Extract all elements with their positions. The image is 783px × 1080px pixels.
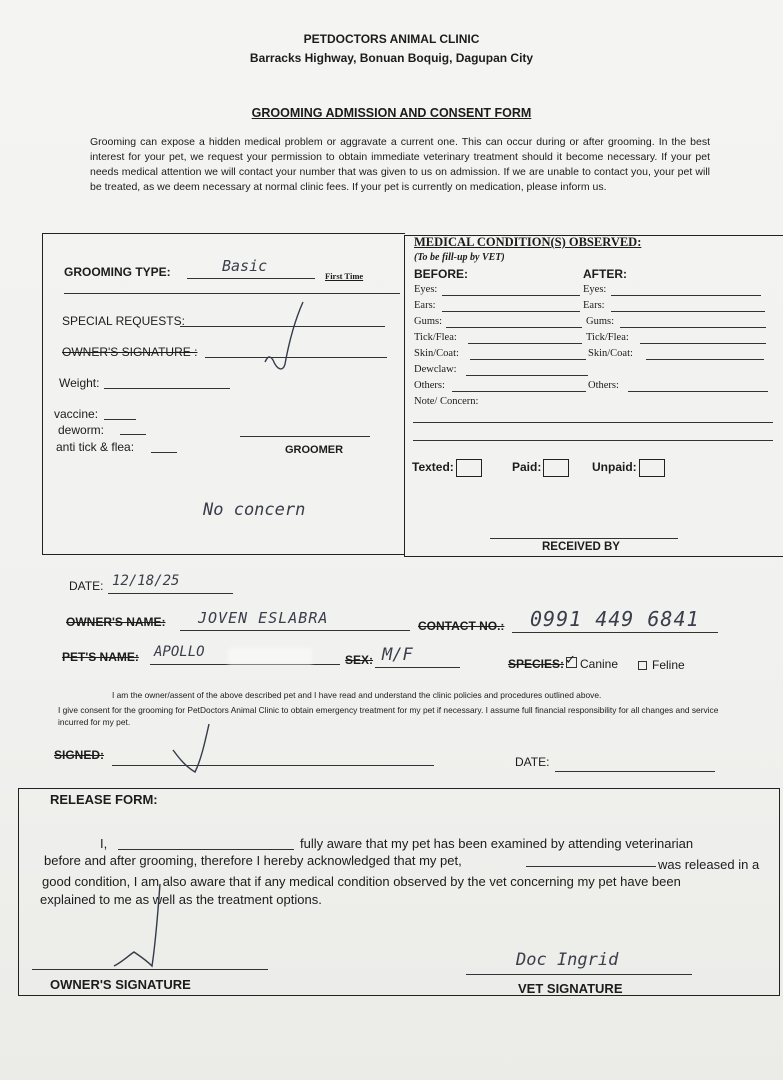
- date-line[interactable]: [108, 593, 233, 594]
- release-vet-sig-label: VET SIGNATURE: [518, 981, 623, 996]
- release-owner-line[interactable]: [118, 849, 294, 850]
- vet-signature-line[interactable]: [466, 974, 692, 975]
- note-line-2[interactable]: [413, 440, 773, 441]
- first-time-label: First Time: [325, 271, 364, 281]
- release-owner-signature-mark: [100, 880, 170, 975]
- signed-line[interactable]: [112, 765, 434, 766]
- unpaid-checkbox[interactable]: [592, 459, 665, 477]
- release-text-1: fully aware that my pet has been examined by attending veterinarian: [300, 836, 694, 851]
- paid-box[interactable]: [543, 459, 569, 477]
- canine-option[interactable]: [565, 652, 619, 671]
- vaccine-line[interactable]: [104, 419, 136, 420]
- clinic-name: PETDOCTORS ANIMAL CLINIC: [303, 32, 480, 46]
- release-title: RELEASE FORM:: [50, 792, 158, 807]
- release-owner-sig-label: OWNER'S SIGNATURE: [50, 977, 191, 992]
- owner-signature-line-release[interactable]: [32, 969, 268, 970]
- clinic-address: Barracks Highway, Bonuan Boquig, Dagupan City: [249, 51, 534, 65]
- anti-tick-label: anti tick & flea:: [56, 440, 135, 454]
- signed-label: SIGNED:: [54, 748, 105, 762]
- before-ears: Ears:: [414, 300, 436, 311]
- medical-title: MEDICAL CONDITION(S) OBSERVED:: [414, 235, 642, 249]
- after-skin-line[interactable]: [646, 359, 764, 360]
- consent-line-2: I give consent for the grooming for PetDoctors Animal Clinic to obtain emergency treatment for my pet if necessary. I assume full financial responsibility for all changes and service incurred for my pet.: [58, 705, 719, 727]
- feline-checkbox[interactable]: [638, 661, 647, 670]
- note-line-1[interactable]: [413, 422, 773, 423]
- vaccine-label: vaccine:: [54, 407, 99, 421]
- before-ears-line[interactable]: [442, 311, 580, 312]
- anti-tick-line[interactable]: [151, 452, 177, 453]
- after-skin: Skin/Coat:: [588, 348, 633, 359]
- release-i: I,: [100, 836, 108, 851]
- after-ears-line[interactable]: [611, 311, 765, 312]
- after-eyes-line[interactable]: [611, 295, 761, 296]
- before-skin: Skin/Coat:: [414, 348, 459, 359]
- after-label: AFTER:: [583, 267, 627, 281]
- before-label: BEFORE:: [414, 267, 468, 281]
- paid-checkbox[interactable]: [512, 459, 569, 477]
- sex-line[interactable]: [375, 667, 460, 668]
- after-gums: Gums:: [586, 316, 615, 327]
- release-pet-line[interactable]: [526, 866, 656, 867]
- feline-label: Feline: [652, 658, 685, 672]
- before-tick: Tick/Flea:: [414, 332, 457, 343]
- received-by-line[interactable]: [490, 538, 678, 539]
- before-dewclaw: Dewclaw:: [414, 364, 457, 375]
- after-others: Others:: [588, 380, 619, 391]
- after-others-line[interactable]: [628, 391, 768, 392]
- received-by-label: RECEIVED BY: [542, 541, 620, 553]
- date2-line[interactable]: [555, 771, 715, 772]
- before-skin-line[interactable]: [470, 359, 586, 360]
- contact-value[interactable]: 0991 449 6841: [530, 607, 700, 631]
- unpaid-box[interactable]: [639, 459, 665, 477]
- pet-name-label: PET'S NAME:: [62, 650, 139, 664]
- note-concern-label: Note/ Concern:: [414, 396, 479, 407]
- vet-signature-value: Doc Ingrid: [516, 950, 619, 970]
- after-tick-line[interactable]: [640, 343, 766, 344]
- after-gums-line[interactable]: [620, 327, 766, 328]
- owner-name-line[interactable]: [180, 630, 410, 631]
- grooming-type-line: [187, 278, 315, 279]
- unpaid-label: Unpaid:: [592, 460, 637, 475]
- before-gums-line[interactable]: [446, 327, 582, 328]
- deworm-line[interactable]: [120, 434, 146, 435]
- before-others: Others:: [414, 380, 445, 391]
- pet-name-value[interactable]: APOLLO: [154, 644, 205, 660]
- release-text-2a: before and after grooming, therefore I hereby acknowledged that my pet,: [44, 853, 462, 868]
- sex-value[interactable]: M/F: [382, 645, 413, 665]
- contact-label: CONTACT NO.:: [418, 619, 505, 633]
- form-title: GROOMING ADMISSION AND CONSENT FORM: [251, 106, 532, 120]
- consent-line-1: I am the owner/assent of the above described pet and I have read and understand the clinic policies and procedures outlined above.: [112, 690, 602, 700]
- special-requests-label: SPECIAL REQUESTS:: [62, 314, 185, 328]
- release-text-4: explained to me as well as the treatment options.: [40, 892, 322, 907]
- canine-label: Canine: [580, 657, 619, 671]
- owner-name-value[interactable]: JOVEN ESLABRA: [198, 609, 329, 627]
- weight-line[interactable]: [104, 388, 230, 389]
- groomer-line[interactable]: [240, 436, 370, 437]
- pet-name-line[interactable]: [150, 664, 340, 665]
- intro-paragraph: Grooming can expose a hidden medical problem or aggravate a current one. This can occur during or after grooming. In the best interest for your pet, we request your permission to obtain immediate veterinary treatment should it become necessary. If your pet needs medical attention we will contact your number that was given to us on admission. If we are unable to contact you, your pet will be treated, as we deem necessary at normal clinic fees. If your pet is currently on medication, please inform us.: [90, 136, 710, 193]
- texted-checkbox[interactable]: [412, 459, 482, 477]
- owner-signature-mark-1: [255, 298, 315, 376]
- texted-box[interactable]: [456, 459, 482, 477]
- weight-label: Weight:: [59, 376, 100, 390]
- before-eyes-line[interactable]: [442, 295, 580, 296]
- texted-label: Texted:: [412, 460, 454, 475]
- contact-line[interactable]: [512, 632, 718, 633]
- release-text-2b: was released in a: [658, 857, 760, 872]
- owner-signature-label: OWNER'S SIGNATURE :: [62, 345, 198, 359]
- sex-label: SEX:: [345, 653, 374, 667]
- feline-option[interactable]: [638, 658, 685, 672]
- before-tick-line[interactable]: [468, 343, 582, 344]
- after-tick: Tick/Flea:: [586, 332, 629, 343]
- after-eyes: Eyes:: [583, 284, 607, 295]
- redacted-area: [228, 648, 312, 664]
- date-label: DATE:: [69, 579, 104, 593]
- species-label: SPECIES:: [508, 657, 565, 671]
- date-value[interactable]: 12/18/25: [112, 573, 180, 589]
- before-eyes: Eyes:: [414, 284, 438, 295]
- before-dewclaw-line[interactable]: [466, 375, 588, 376]
- signed-signature-mark: [165, 720, 225, 782]
- date2-label: DATE:: [515, 755, 550, 769]
- note-handwritten: No concern: [203, 500, 306, 520]
- groomer-label: GROOMER: [285, 444, 344, 456]
- owner-name-label: OWNER'S NAME:: [66, 615, 166, 629]
- canine-checkbox[interactable]: ✓: [565, 652, 576, 667]
- before-others-line[interactable]: [452, 391, 586, 392]
- after-ears: Ears:: [583, 300, 605, 311]
- grooming-line-2: [64, 293, 400, 294]
- medical-subtitle: (To be fill-up by VET): [414, 252, 505, 263]
- grooming-type-label: GROOMING TYPE:: [64, 265, 171, 279]
- before-gums: Gums:: [414, 316, 443, 327]
- deworm-label: deworm:: [58, 423, 105, 437]
- release-text-3: good condition, I am also aware that if any medical condition observed by the vet concerning my pet have been: [42, 874, 681, 889]
- paid-label: Paid:: [512, 460, 542, 475]
- grooming-type-value[interactable]: Basic: [222, 257, 268, 275]
